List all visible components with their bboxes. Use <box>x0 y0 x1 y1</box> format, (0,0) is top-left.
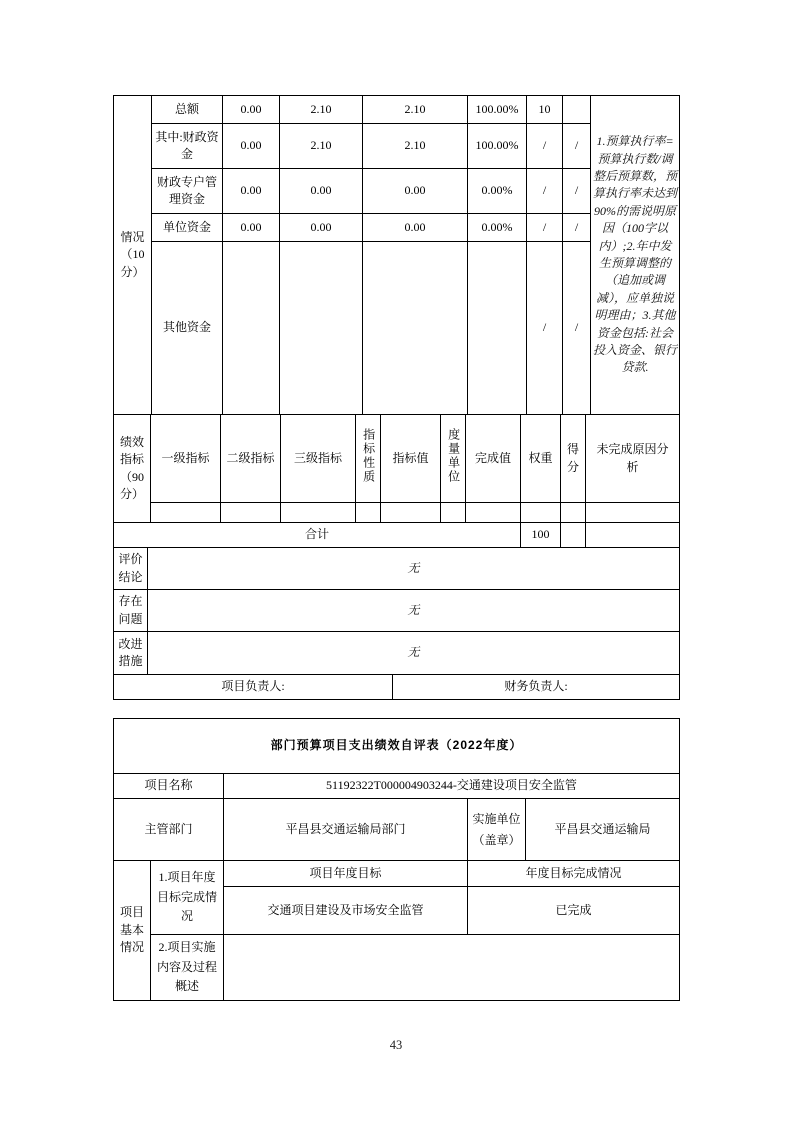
project-name-row <box>113 773 680 799</box>
indicator-header-unit-text: 度量单位 <box>446 427 461 484</box>
indicator-header-unit <box>441 415 466 503</box>
funding-value <box>223 242 280 415</box>
goal-value: 交通项目建设及市场安全监管 <box>224 887 468 935</box>
indicator-empty-cell <box>381 503 441 523</box>
indicator-empty-cell <box>561 503 586 523</box>
impl-section-label: 2.项目实施内容及过程概述 <box>151 935 224 1001</box>
indicator-header-score: 得分 <box>561 415 586 503</box>
funding-weight: / <box>527 214 563 242</box>
total-score <box>561 523 586 548</box>
basic-info-label: 项目基本情况 <box>114 861 151 1001</box>
indicator-empty-cell <box>521 503 561 523</box>
funding-value: 2.10 <box>280 124 363 169</box>
funding-rate: 0.00% <box>468 169 527 214</box>
funding-value: 0.00 <box>280 214 363 242</box>
indicator-empty-cell <box>281 503 356 523</box>
indicator-header-target: 指标值 <box>381 415 441 503</box>
goal-status-header: 年度目标完成情况 <box>468 861 680 887</box>
impl-content-cell <box>224 935 680 1001</box>
funding-row-label: 财政专户管理资金 <box>152 169 223 214</box>
funding-rate: 100.00% <box>468 124 527 169</box>
funding-score: / <box>563 242 591 415</box>
project-name-label: 项目名称 <box>114 774 224 799</box>
funding-row-label: 单位资金 <box>152 214 223 242</box>
indicator-empty-cell <box>151 503 221 523</box>
funding-value: 2.10 <box>363 96 468 124</box>
funding-row-label: 其中:财政资金 <box>152 124 223 169</box>
funding-score: / <box>563 214 591 242</box>
indicator-section <box>113 414 680 523</box>
funding-rate <box>468 242 527 415</box>
funding-value: 2.10 <box>280 96 363 124</box>
project-name-value: 51192322T000004903244-交通建设项目安全监管 <box>224 774 680 799</box>
section-label-indicators: 绩效指标（90分） <box>114 415 151 523</box>
total-row <box>113 522 680 548</box>
funding-weight: / <box>527 124 563 169</box>
funding-value <box>280 242 363 415</box>
indicator-empty-cell <box>221 503 281 523</box>
funding-value: 0.00 <box>280 169 363 214</box>
total-weight: 100 <box>521 523 561 548</box>
indicator-header-level2: 二级指标 <box>221 415 281 503</box>
total-label: 合计 <box>114 523 521 548</box>
evaluation-table <box>113 95 679 700</box>
impl-unit-label: 实施单位（盖章） <box>468 799 526 861</box>
funding-value: 2.10 <box>363 124 468 169</box>
indicator-header-nature-text: 指标性质 <box>361 427 376 484</box>
funding-rate: 100.00% <box>468 96 527 124</box>
funding-row-label: 总额 <box>152 96 223 124</box>
funding-value: 0.00 <box>223 169 280 214</box>
funding-score: / <box>563 124 591 169</box>
self-eval-title-row <box>113 718 680 774</box>
summary-row-label: 改进措施 <box>114 632 148 675</box>
department-row <box>113 798 680 861</box>
goal-header: 项目年度目标 <box>224 861 468 887</box>
indicator-header-nature <box>356 415 381 503</box>
dept-value: 平昌县交通运输局部门 <box>224 799 468 861</box>
funding-rate: 0.00% <box>468 214 527 242</box>
summary-row-value: 无 <box>148 632 680 675</box>
self-evaluation-table <box>113 718 679 1001</box>
funding-section <box>113 95 680 415</box>
indicator-header-analysis <box>586 415 680 503</box>
funding-weight: 10 <box>527 96 563 124</box>
indicator-empty-cell <box>441 503 466 523</box>
indicator-empty-cell <box>466 503 521 523</box>
indicator-header-weight: 权重 <box>521 415 561 503</box>
goal-section-label: 1.项目年度目标完成情况 <box>151 861 224 935</box>
funding-value: 0.00 <box>223 96 280 124</box>
project-lead-label: 项目负责人: <box>114 675 393 700</box>
total-analysis <box>586 523 680 548</box>
dept-label: 主管部门 <box>114 799 224 861</box>
funding-score <box>563 96 591 124</box>
section-label-funding: 情况（10分） <box>114 96 152 415</box>
indicator-header-analysis-text: 未完成原因分析 <box>596 442 669 474</box>
basic-info-section <box>113 860 680 1001</box>
funding-weight: / <box>527 169 563 214</box>
impl-unit-value: 平昌县交通运输局 <box>526 799 680 861</box>
indicator-header-actual: 完成值 <box>466 415 521 503</box>
indicator-header-level1: 一级指标 <box>151 415 221 503</box>
funding-value: 0.00 <box>223 214 280 242</box>
signature-row <box>113 674 680 700</box>
funding-weight: / <box>527 242 563 415</box>
funding-value: 0.00 <box>363 169 468 214</box>
funding-row-label: 其他资金 <box>152 242 223 415</box>
funding-score: / <box>563 169 591 214</box>
goal-status-value: 已完成 <box>468 887 680 935</box>
finance-lead-label: 财务负责人: <box>393 675 680 700</box>
indicator-empty-cell <box>586 503 680 523</box>
page-number: 43 <box>389 1038 403 1052</box>
funding-value: 0.00 <box>363 214 468 242</box>
summary-row-value: 无 <box>148 590 680 632</box>
self-eval-title: 部门预算项目支出绩效自评表（2022年度） <box>114 719 680 774</box>
summary-row-label: 存在问题 <box>114 590 148 632</box>
summary-row-label: 评价结论 <box>114 548 148 590</box>
indicator-header-level3: 三级指标 <box>281 415 356 503</box>
summary-section <box>113 547 680 675</box>
indicator-empty-cell <box>356 503 381 523</box>
funding-value: 0.00 <box>223 124 280 169</box>
funding-value <box>363 242 468 415</box>
note-cell: 1.预算执行率=预算执行数/调整后预算数，预算执行率未达到90%的需说明原因（100字以内）;2.年中发生预算调整的（追加或调减），应单独说明理由；3.其他资金包括:社会投入资金、银行贷款. <box>591 96 680 415</box>
summary-row-value: 无 <box>148 548 680 590</box>
